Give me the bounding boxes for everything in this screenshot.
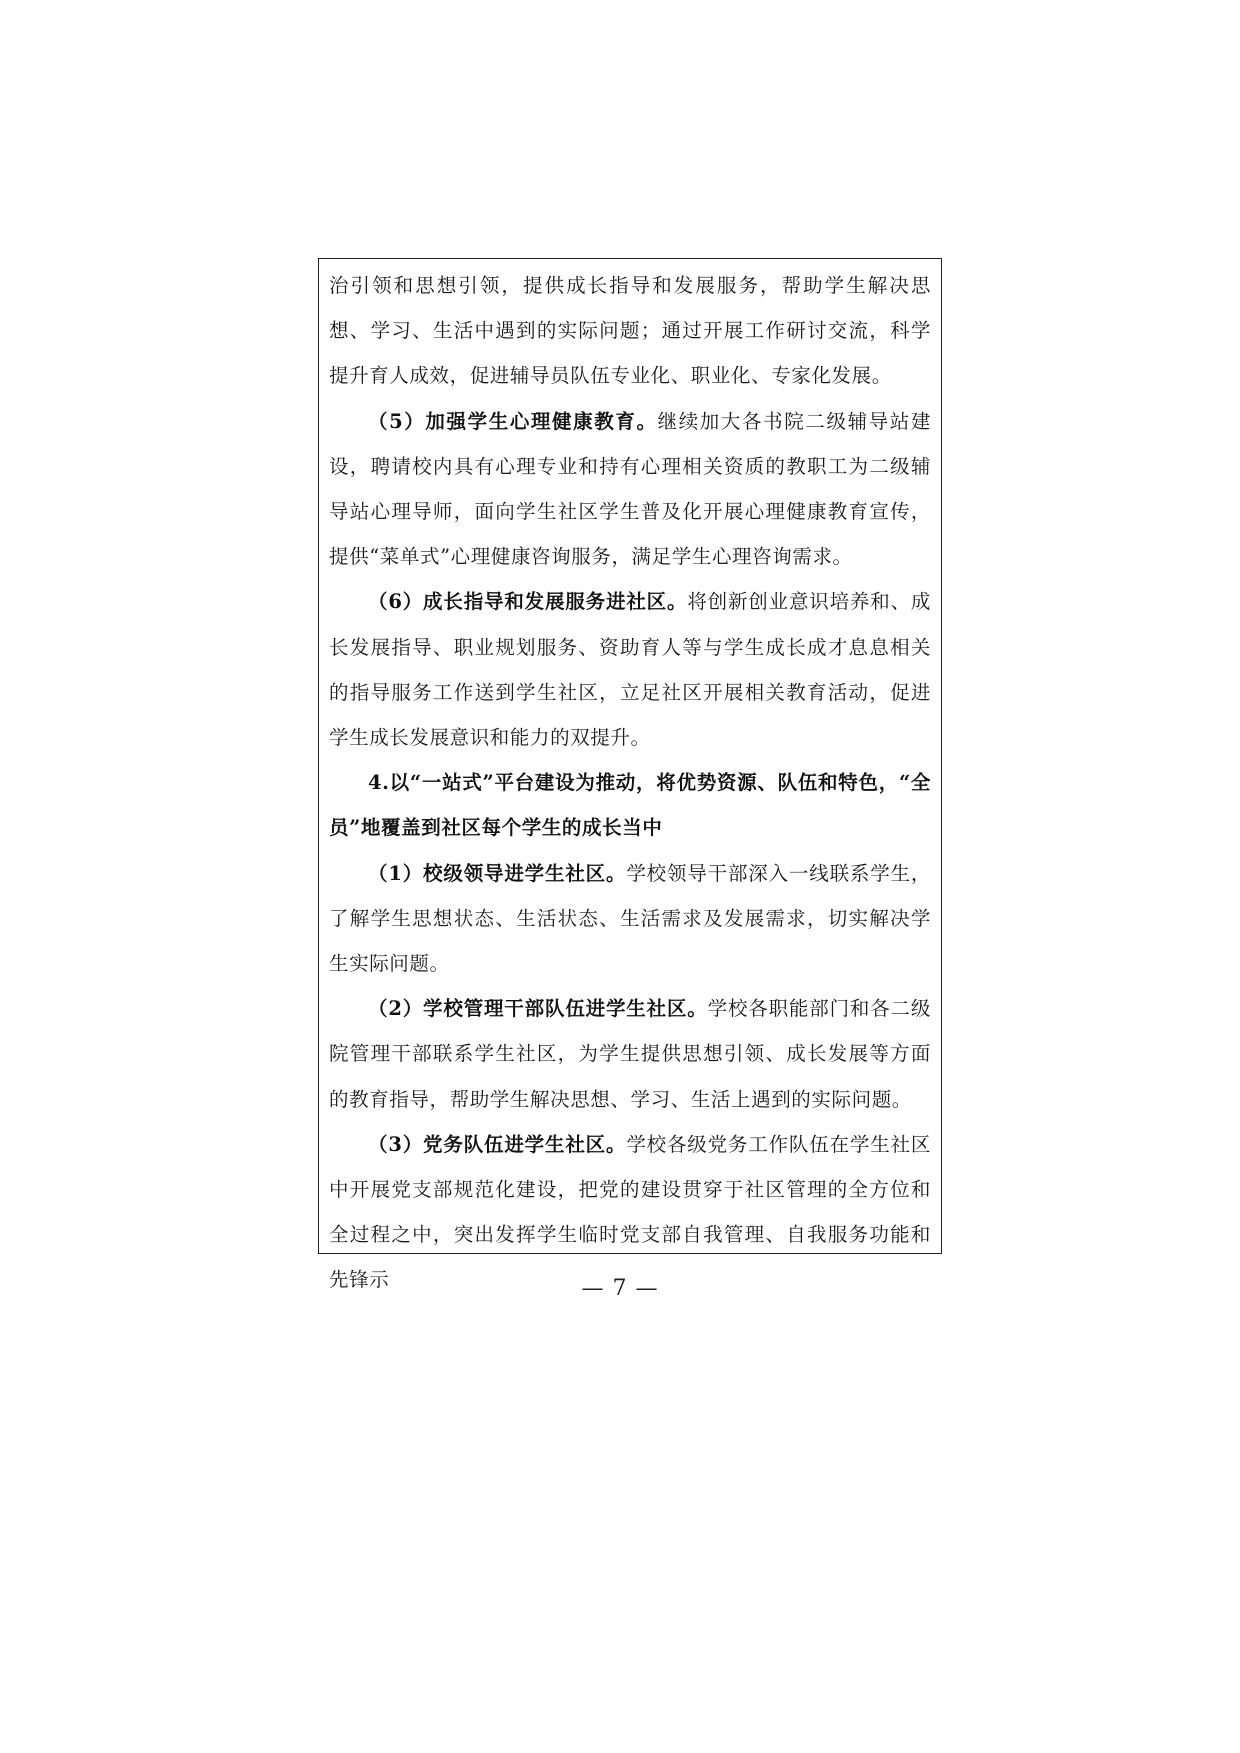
document-frame [318,258,942,1292]
paragraph-title: （5）加强学生心理健康教育。 [368,409,658,433]
paragraph-title: （1）校级领导进学生社区。 [368,861,627,885]
paragraph [329,579,931,760]
document-body [329,263,931,1303]
paragraph [329,399,931,580]
paragraph-text: 学校领导干部深入一线联系学生，了解学生思想状态、生活状态、生活需求及发展需求，切实解决学生实际问题。 [329,861,931,976]
paragraph-text: 学校各级党务工作队伍在学生社区中开展党支部规范化建设，把党的建设贯穿于社区管理的全方位和全过程之中，突出发挥学生临时党支部自我管理、自我服务功能和先锋示 [329,1132,931,1292]
paragraph-title: 4.以“一站式”平台建设为推动，将优势资源、队伍和特色，“全员”地覆盖到社区每个学生的成长当中 [329,771,931,840]
paragraph-title: （2）学校管理干部队伍进学生社区。 [368,997,708,1021]
paragraph-text: 学校各职能部门和各二级院管理干部联系学生社区，为学生提供思想引领、成长发展等方面的教育指导，帮助学生解决思想、学习、生活上遇到的实际问题。 [329,997,931,1111]
paragraph-title: （3）党务队伍进学生社区。 [368,1132,627,1156]
paragraph [329,851,931,987]
paragraph-title: （6）成长指导和发展服务进社区。 [368,590,688,614]
paragraph-text: 继续加大各书院二级辅导站建设，聘请校内具有心理专业和持有心理相关资质的教职工为二级辅导站心理导师，面向学生社区学生普及化开展心理健康教育宣传，提供“菜单式”心理健康咨询服务，满足学生心理咨询需求。 [329,409,931,569]
paragraph [329,263,931,399]
page-number: — 7 — [581,1276,659,1301]
paragraph-text: 将创新创业意识培养和、成长发展指导、职业规划服务、资助育人等与学生成长成才息息相关的指导服务工作送到学生社区，立足社区开展相关教育活动，促进学生成长发展意识和能力的双提升。 [329,590,932,750]
section-heading [329,760,931,850]
paragraph [329,986,931,1122]
paragraph-text: 治引领和思想引领，提供成长指导和发展服务，帮助学生解决思想、学习、生活中遇到的实际问题；通过开展工作研讨交流，科学提升育人成效，促进辅导员队伍专业化、职业化、专家化发展。 [329,274,931,388]
